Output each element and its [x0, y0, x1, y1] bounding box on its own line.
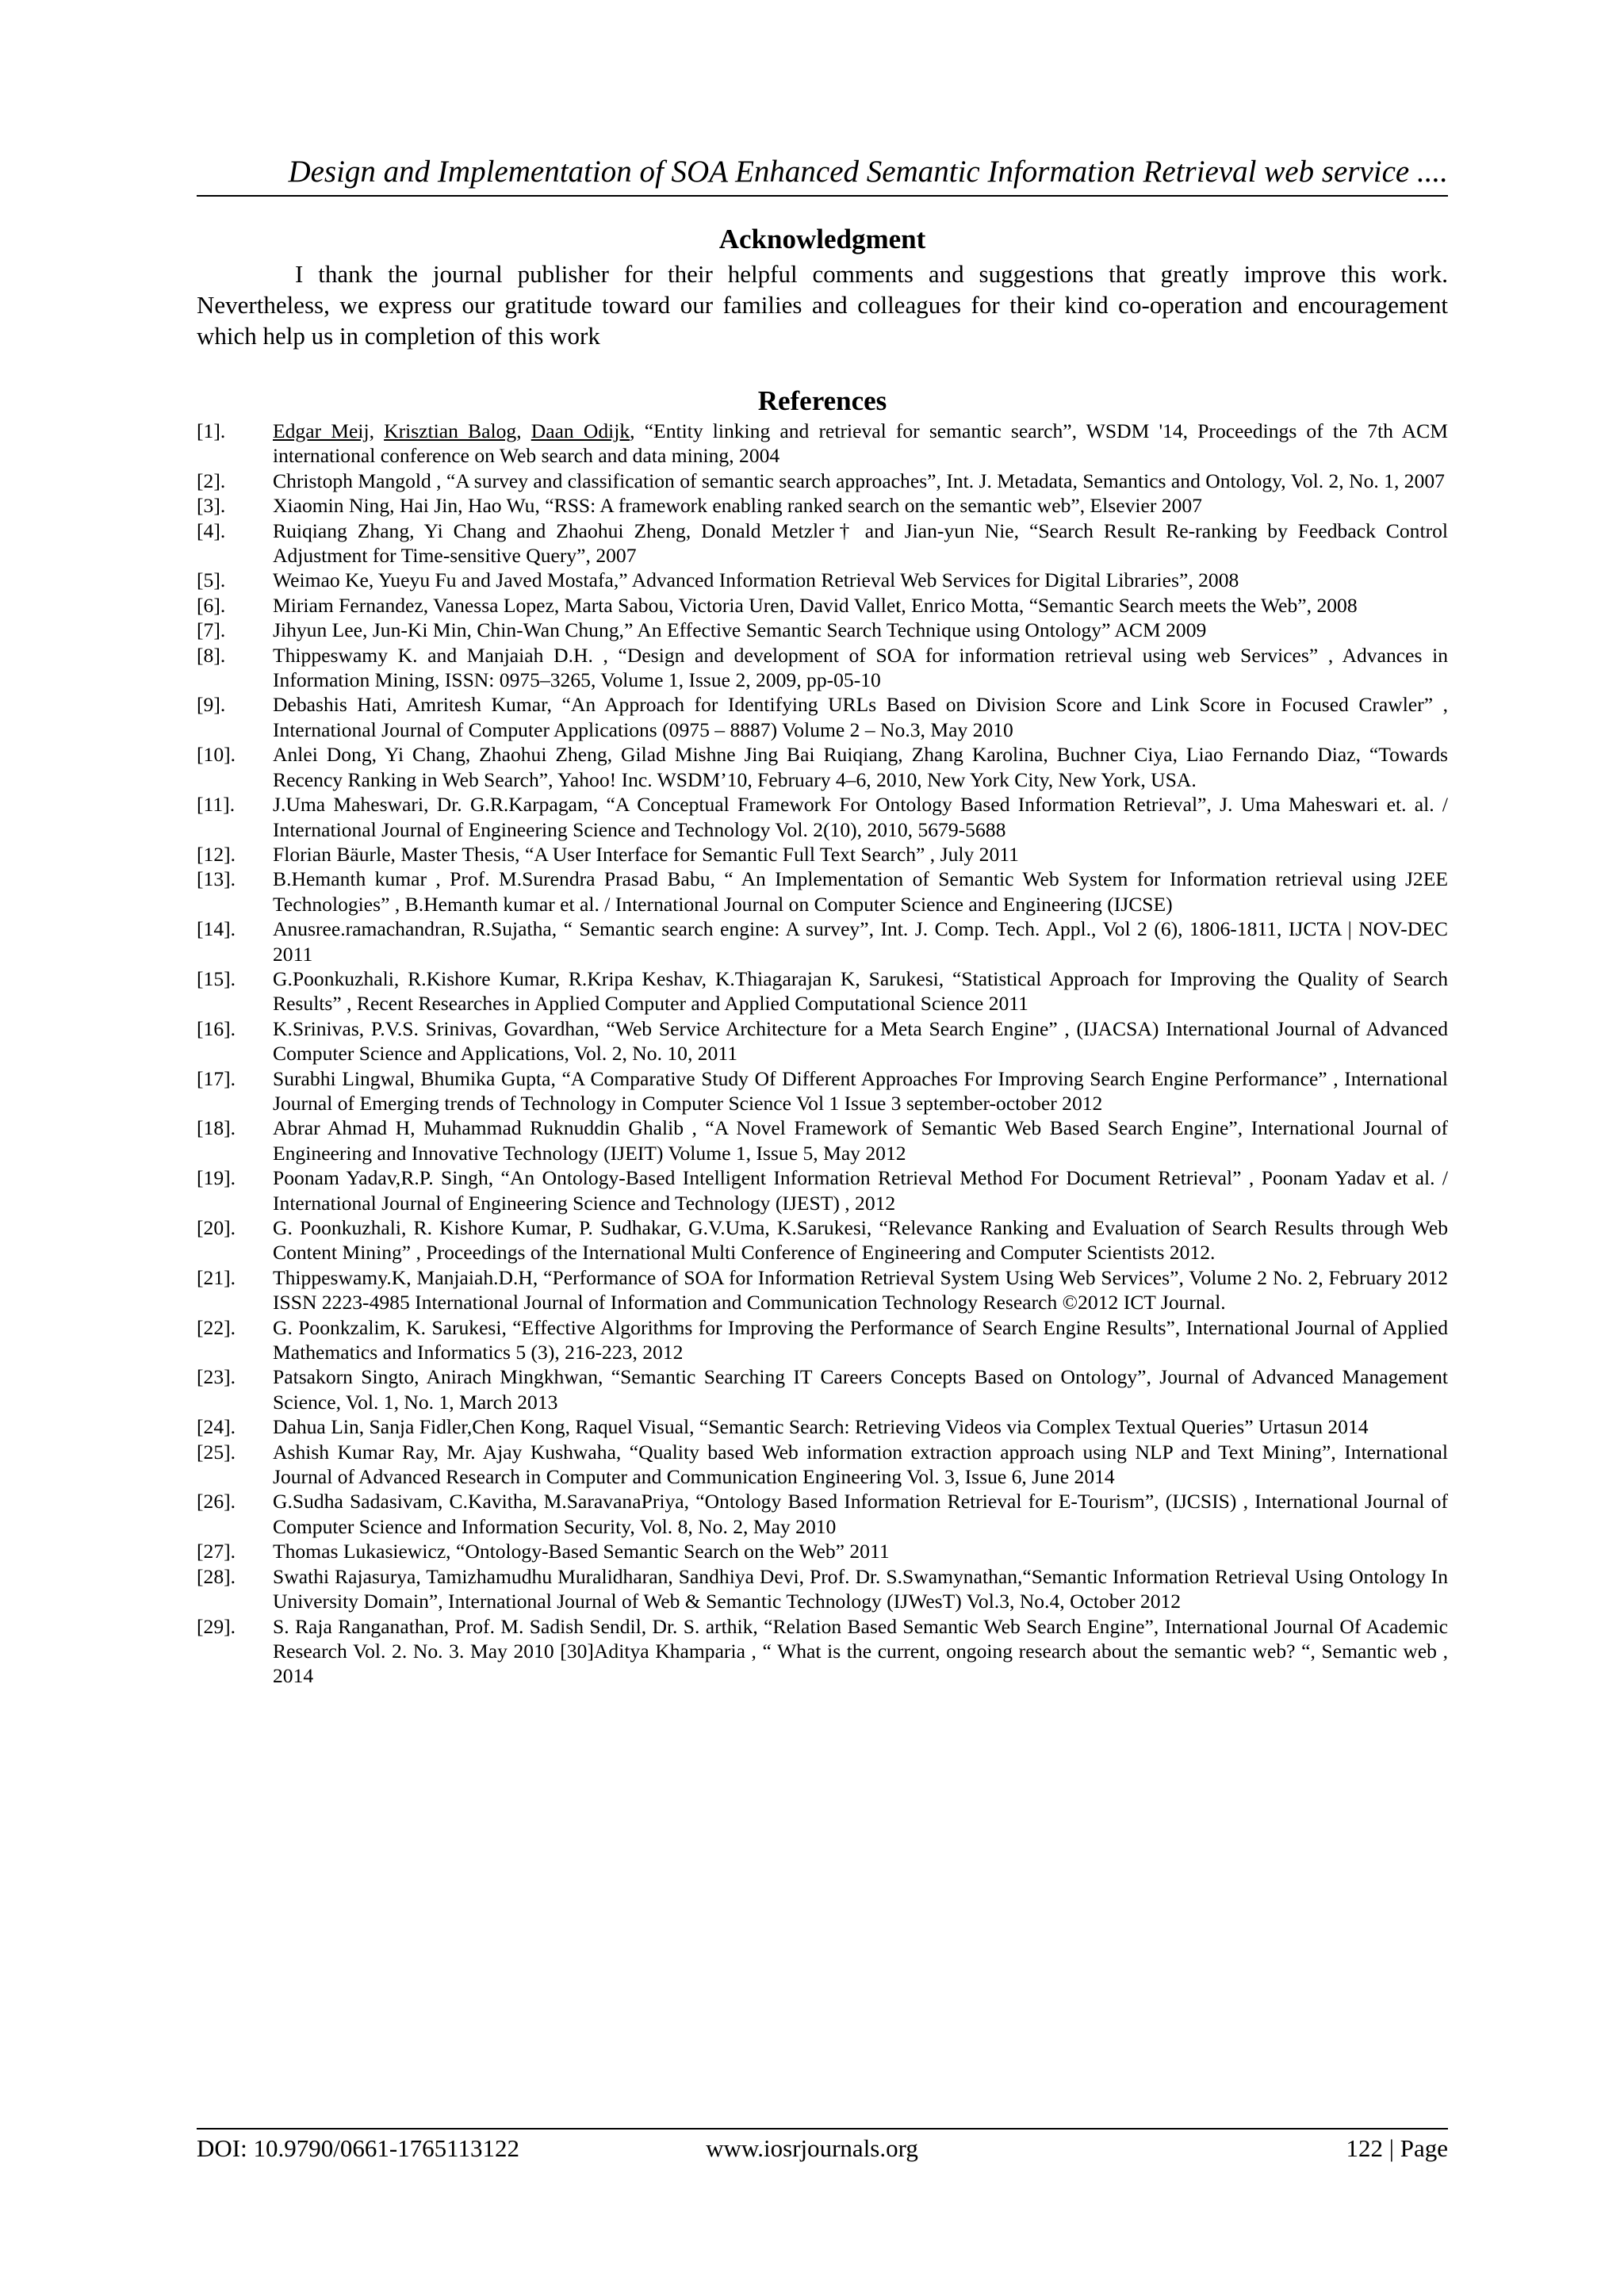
reference-item — [197, 1315, 1448, 1365]
reference-number: [22]. — [197, 1315, 236, 1339]
reference-number: [6]. — [197, 593, 226, 617]
reference-item — [197, 419, 1448, 469]
reference-item — [197, 1115, 1448, 1165]
reference-text: Ashish Kumar Ray, Mr. Ajay Kushwaha, “Quality based Web information extraction approach using NLP and Text Mining”, International Journal of Advanced Research in Computer and Communication Engineering Vol. 3, Issue 6, June 2014 — [273, 1440, 1448, 1489]
reference-text: Jihyun Lee, Jun-Ki Min, Chin-Wan Chung,” An Effective Semantic Search Technique using Ontology” ACM 2009 — [273, 618, 1207, 642]
reference-item — [197, 1564, 1448, 1614]
reference-text: Xiaomin Ning, Hai Jin, Hao Wu, “RSS: A framework enabling ranked search on the semantic web”, Elsevier 2007 — [273, 494, 1202, 518]
reference-number: [2]. — [197, 469, 226, 492]
reference-number: [27]. — [197, 1540, 236, 1563]
references-heading: References — [757, 385, 887, 416]
reference-number: [3]. — [197, 494, 226, 518]
footer-website[interactable]: www.iosrjournals.org — [706, 2134, 918, 2162]
reference-item — [197, 1165, 1448, 1215]
reference-number: [13]. — [197, 867, 236, 891]
running-header: Design and Implementation of SOA Enhanced Semantic Information Retrieval web service .... — [288, 155, 1448, 189]
reference-number: [8]. — [197, 643, 226, 667]
reference-item — [197, 493, 1448, 518]
reference-text: Abrar Ahmad H, Muhammad Ruknuddin Ghalib , “A Novel Framework of Semantic Web Based Search Engine”, International Journal of Engineering and Innovative Technology (IJEIT) Volume 1, Issue 5, May 2012 — [273, 1116, 1448, 1165]
reference-number: [9]. — [197, 693, 226, 717]
reference-item — [197, 519, 1448, 568]
reference-text: Christoph Mangold , “A survey and classification of semantic search approaches”, Int. J. Metadata, Semantics and Ontology, Vol. 2, No. 1, 2007 — [273, 469, 1445, 492]
reference-number: [14]. — [197, 917, 236, 941]
reference-number: [23]. — [197, 1365, 236, 1389]
reference-number: [17]. — [197, 1066, 236, 1090]
reference-item — [197, 1539, 1448, 1563]
reference-number: [7]. — [197, 618, 226, 642]
acknowledgment-paragraph: I thank the journal publisher for their helpful comments and suggestions that greatly improve this work. Nevertheless, we express our gratitude toward our families and colleagues for their kind co-operation and encouragement which help us in completion of this work — [197, 260, 1448, 350]
reference-text: Thomas Lukasiewicz, “Ontology-Based Semantic Search on the Web” 2011 — [273, 1540, 890, 1563]
reference-item — [197, 792, 1448, 842]
reference-text: Patsakorn Singto, Anirach Mingkhwan, “Semantic Searching IT Careers Concepts Based on Ontology”, Journal of Advanced Management Science, Vol. 1, No. 1, March 2013 — [273, 1365, 1448, 1414]
author-link[interactable]: Edgar Meij — [273, 419, 370, 442]
reference-text: , “Entity linking and retrieval for semantic search”, WSDM '14, Proceedings of the 7th ACM international conference on Web search and data mining, 2004 — [273, 419, 1449, 468]
reference-item — [197, 1066, 1448, 1116]
separator: , — [369, 419, 385, 442]
acknowledgment-text — [197, 258, 1448, 351]
reference-number: [1]. — [197, 419, 226, 442]
reference-item — [197, 568, 1448, 592]
author-link[interactable]: Daan Odijk — [530, 419, 630, 442]
reference-item — [197, 867, 1448, 916]
reference-number: [28]. — [197, 1564, 236, 1588]
reference-item — [197, 1414, 1448, 1439]
reference-text: G. Poonkuzhali, R. Kishore Kumar, P. Sudhakar, G.V.Uma, K.Sarukesi, “Relevance Ranking and Evaluation of Search Results through Web Content Mining” , Proceedings of the International Multi Conference of Engineering and Computer Scientists 2012. — [273, 1216, 1448, 1265]
reference-text: Surabhi Lingwal, Bhumika Gupta, “A Comparative Study Of Different Approaches For Improving Search Engine Performance” , International Journal of Emerging trends of Technology in Computer Science Vol 1 Issue 3 september-october 2012 — [273, 1066, 1448, 1115]
reference-text: Miriam Fernandez, Vanessa Lopez, Marta Sabou, Victoria Uren, David Vallet, Enrico Motta, “Semantic Search meets the Web”, 2008 — [273, 593, 1358, 617]
reference-text: Poonam Yadav,R.P. Singh, “An Ontology-Based Intelligent Information Retrieval Method For Document Retrieval” , Poonam Yadav et al. / International Journal of Engineering Science and Technology (IJEST) , 2012 — [273, 1166, 1448, 1215]
reference-text: Thippeswamy.K, Manjaiah.D.H, “Performance of SOA for Information Retrieval System Using Web Services”, Volume 2 No. 2, February 2012 ISSN 2223-4985 International Journal of Information and Communication Technology Research ©2012 ICT Journal. — [273, 1265, 1448, 1314]
reference-item — [197, 1215, 1448, 1265]
reference-item — [197, 618, 1448, 642]
reference-item — [197, 842, 1448, 867]
reference-number: [12]. — [197, 842, 236, 866]
reference-item — [197, 1440, 1448, 1490]
reference-text: J.Uma Maheswari, Dr. G.R.Karpagam, “A Conceptual Framework For Ontology Based Information Retrieval”, J. Uma Maheswari et. al. / International Journal of Engineering Science and Technology Vol. 2(10), 2010, 5679-5688 — [273, 793, 1448, 841]
reference-number: [10]. — [197, 743, 236, 767]
reference-number: [29]. — [197, 1614, 236, 1638]
reference-item — [197, 742, 1448, 792]
reference-item — [197, 1265, 1448, 1315]
reference-number: [5]. — [197, 568, 226, 592]
reference-number: [20]. — [197, 1216, 236, 1239]
separator: , — [516, 419, 531, 442]
reference-number: [19]. — [197, 1166, 236, 1190]
reference-text: Weimao Ke, Yueyu Fu and Javed Mostafa,” Advanced Information Retrieval Web Services for Digital Libraries”, 2008 — [273, 568, 1239, 592]
reference-text: Florian Bäurle, Master Thesis, “A User Interface for Semantic Full Text Search” , July 2011 — [273, 842, 1019, 866]
footer-doi: DOI: 10.9790/0661-1765113122 — [197, 2134, 519, 2162]
reference-number: [16]. — [197, 1016, 236, 1040]
reference-text: S. Raja Ranganathan, Prof. M. Sadish Sendil, Dr. S. arthik, “Relation Based Semantic Web Search Engine”, International Journal Of Academic Research Vol. 2. No. 3. May 2010 [30]Aditya Khamparia , “ What is the current, ongoing research about the semantic web? “, Semantic web , 2014 — [273, 1614, 1448, 1688]
reference-text: G.Poonkuzhali, R.Kishore Kumar, R.Kripa Keshav, K.Thiagarajan K, Sarukesi, “Statistical Approach for Improving the Quality of Search Results” , Recent Researches in Applied Computer and Applied Computational Science 2011 — [273, 966, 1448, 1016]
reference-number: [4]. — [197, 519, 226, 542]
reference-item — [197, 469, 1448, 493]
reference-number: [11]. — [197, 793, 236, 817]
reference-number: [24]. — [197, 1415, 236, 1439]
reference-item — [197, 1016, 1448, 1066]
reference-number: [15]. — [197, 966, 236, 990]
reference-list — [197, 419, 1448, 1689]
reference-item — [197, 593, 1448, 618]
reference-number: [18]. — [197, 1116, 236, 1140]
reference-text: Ruiqiang Zhang, Yi Chang and Zhaohui Zheng, Donald Metzler† and Jian-yun Nie, “Search Result Re-ranking by Feedback Control Adjustment for Time-sensitive Query”, 2007 — [273, 519, 1448, 568]
reference-item — [197, 1614, 1448, 1689]
reference-number: [25]. — [197, 1440, 236, 1464]
reference-text: Dahua Lin, Sanja Fidler,Chen Kong, Raquel Visual, “Semantic Search: Retrieving Videos via Complex Textual Queries” Urtasun 2014 — [273, 1415, 1369, 1439]
reference-item — [197, 1364, 1448, 1414]
reference-text: G.Sudha Sadasivam, C.Kavitha, M.SaravanaPriya, “Ontology Based Information Retrieval for E-Tourism”, (IJCSIS) , International Journal of Computer Science and Information Security, Vol. 8, No. 2, May 2010 — [273, 1490, 1448, 1538]
reference-text: Swathi Rajasurya, Tamizhamudhu Muralidharan, Sandhiya Devi, Prof. Dr. S.Swamynathan,“Semantic Information Retrieval Using Ontology In University Domain”, International Journal of Web & Semantic Technology (IJWesT) Vol.3, No.4, October 2012 — [273, 1564, 1448, 1613]
reference-text: B.Hemanth kumar , Prof. M.Surendra Prasad Babu, “ An Implementation of Semantic Web System for Information retrieval using J2EE Technologies” , B.Hemanth kumar et al. / International Journal on Computer Science and Engineering (IJCSE) — [273, 867, 1448, 916]
reference-item — [197, 966, 1448, 1016]
reference-text: Anlei Dong, Yi Chang, Zhaohui Zheng, Gilad Mishne Jing Bai Ruiqiang, Zhang Karolina, Buchner Ciya, Liao Fernando Diaz, “Towards Recency Ranking in Web Search”, Yahoo! Inc. WSDM’10, February 4–6, 2010, New York City, New York, USA. — [273, 743, 1448, 791]
reference-item — [197, 1489, 1448, 1539]
reference-item — [197, 916, 1448, 966]
reference-text: Debashis Hati, Amritesh Kumar, “An Approach for Identifying URLs Based on Division Score and Link Score in Focused Crawler” , International Journal of Computer Applications (0975 – 8887) Volume 2 – No.3, May 2010 — [273, 693, 1448, 741]
reference-text: Anusree.ramachandran, R.Sujatha, “ Semantic search engine: A survey”, Int. J. Comp. Tech. Appl., Vol 2 (6), 1806-1811, IJCTA | NOV-DEC 2011 — [273, 917, 1448, 966]
reference-item — [197, 692, 1448, 742]
reference-item — [197, 643, 1448, 693]
reference-text: K.Srinivas, P.V.S. Srinivas, Govardhan, “Web Service Architecture for a Meta Search Engine” , (IJACSA) International Journal of Advanced Computer Science and Applications, Vol. 2, No. 10, 2011 — [273, 1016, 1448, 1066]
reference-text: G. Poonkzalim, K. Sarukesi, “Effective Algorithms for Improving the Performance of Search Engine Results”, International Journal of Applied Mathematics and Informatics 5 (3), 216-223, 2012 — [273, 1315, 1448, 1364]
acknowledgment-heading: Acknowledgment — [718, 224, 926, 254]
author-link[interactable]: Krisztian Balog — [384, 419, 517, 442]
reference-text: Thippeswamy K. and Manjaiah D.H. , “Design and development of SOA for information retrieval using web Services” , Advances in Information Mining, ISSN: 0975–3265, Volume 1, Issue 2, 2009, pp-05-10 — [273, 643, 1448, 692]
reference-number: [26]. — [197, 1490, 236, 1513]
reference-number: [21]. — [197, 1265, 236, 1289]
header-rule — [197, 195, 1448, 197]
footer-rule — [197, 2128, 1448, 2130]
footer-page-number: 122 | Page — [1346, 2134, 1448, 2162]
